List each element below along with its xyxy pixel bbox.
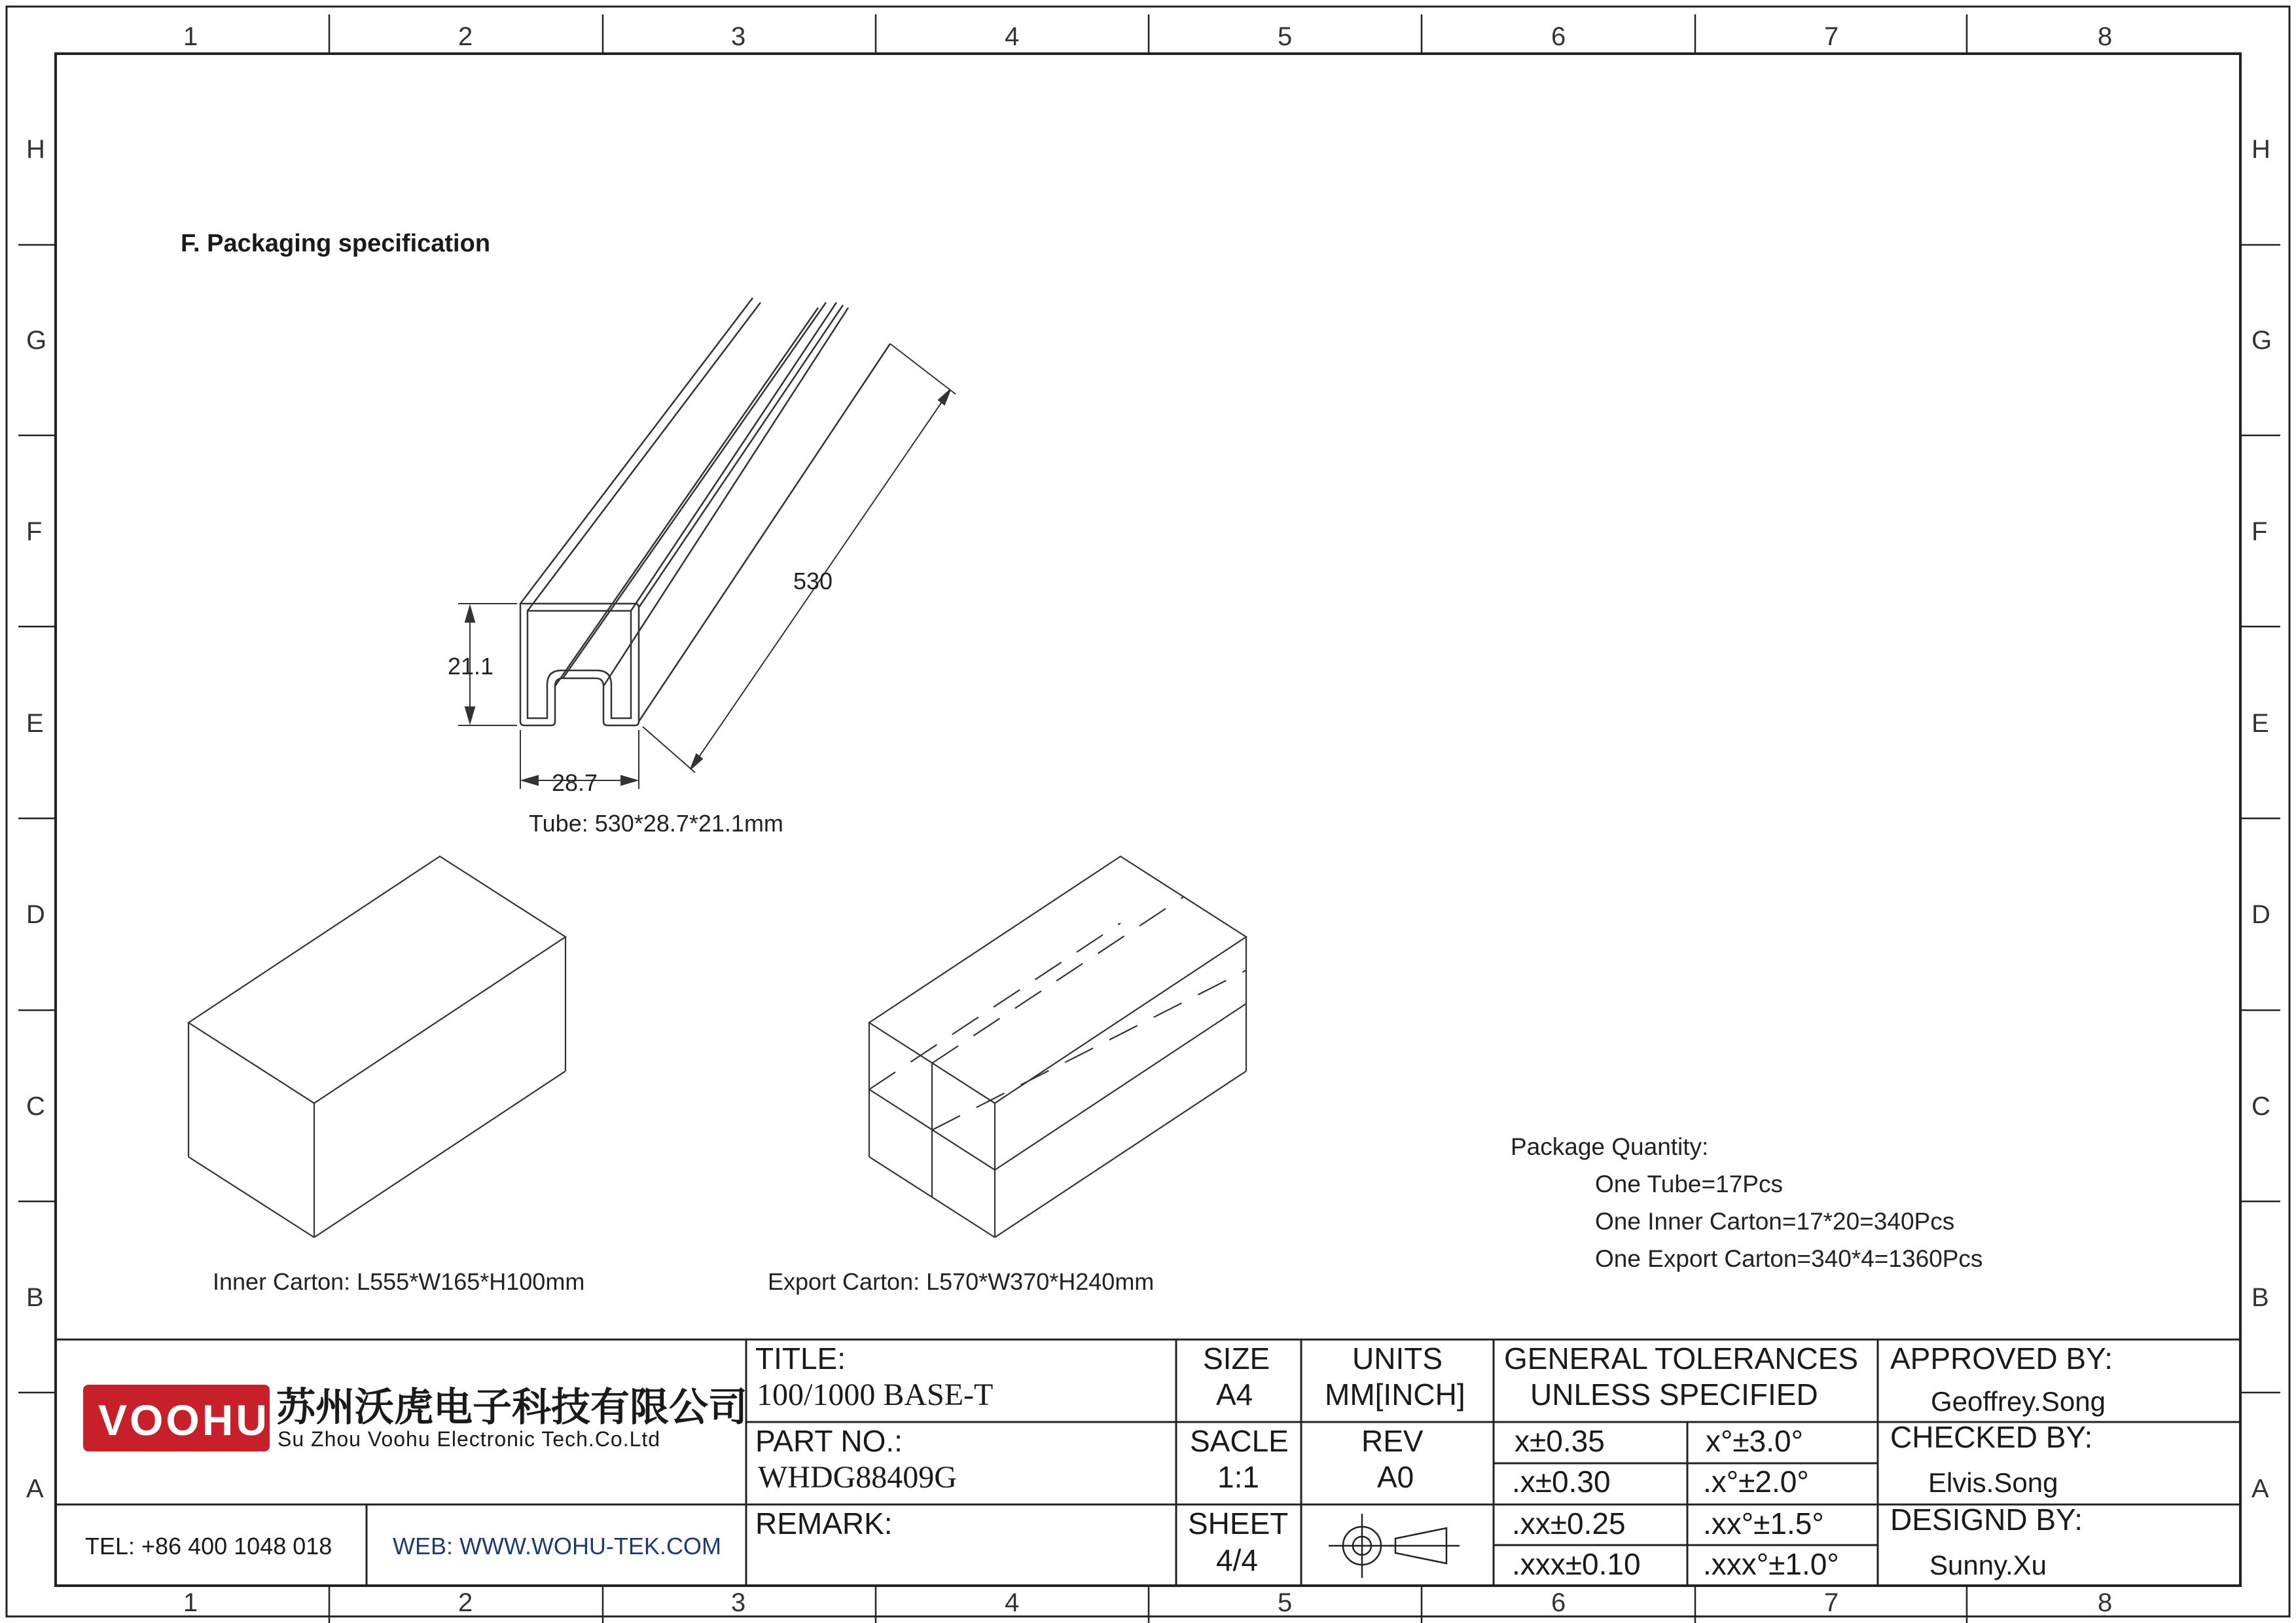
zone-col-4-top: 4 (1005, 22, 1020, 51)
zone-col-4-bottom: 4 (1005, 1588, 1020, 1617)
zone-row-h-right: H (2251, 135, 2270, 164)
zone-col-1-top: 1 (183, 22, 198, 51)
zone-col-2-top: 2 (458, 22, 473, 51)
zone-col-2-bottom: 2 (458, 1588, 473, 1617)
inner-carton-caption: Inner Carton: L555*W165*H100mm (213, 1268, 585, 1295)
tube-dim-width: 28.7 (552, 769, 598, 796)
tube-drawing (520, 298, 890, 725)
design-label: DESIGND BY: (1890, 1503, 2083, 1537)
export-carton-drawing (869, 856, 1246, 1237)
package-quantity-line: One Tube=17Pcs (1595, 1171, 1783, 1197)
tolerance-linear: .xxx±0.10 (1512, 1547, 1641, 1581)
package-quantity-line: One Export Carton=340*4=1360Pcs (1595, 1245, 1983, 1272)
zone-row-a-left: A (26, 1474, 44, 1503)
zone-row-g-right: G (2251, 326, 2272, 355)
title-value: 100/1000 BASE-T (757, 1377, 994, 1412)
part-no-value: WHDG88409G (758, 1460, 957, 1495)
zone-row-b-left: B (26, 1283, 44, 1312)
company-web: WEB: WWW.WOHU-TEK.COM (393, 1533, 721, 1559)
rev-label: REV (1361, 1424, 1424, 1458)
title-block-grid (56, 1340, 2240, 1586)
package-quantity-line: One Inner Carton=17*20=340Pcs (1595, 1208, 1955, 1235)
tolerance-angular: .x°±2.0° (1703, 1465, 1809, 1499)
third-angle-projection-icon (1329, 1514, 1460, 1578)
checked-label: CHECKED BY: (1890, 1420, 2093, 1454)
zone-row-h-left: H (26, 135, 45, 164)
zone-col-6-top: 6 (1551, 22, 1566, 51)
section-title: F. Packaging specification (181, 230, 491, 257)
zone-row-a-right: A (2251, 1474, 2269, 1503)
tolerance-linear: .xx±0.25 (1512, 1506, 1626, 1541)
tolerance-angular: .xx°±1.5° (1703, 1506, 1824, 1541)
zone-row-e-right: E (2251, 709, 2269, 738)
approved-label: APPROVED BY: (1890, 1341, 2113, 1376)
zone-row-d-right: D (2251, 900, 2270, 929)
part-no-label: PART NO.: (755, 1424, 903, 1458)
zone-row-c-left: C (26, 1092, 45, 1121)
logo-text: VOOHU (98, 1396, 270, 1444)
remark-label: REMARK: (755, 1506, 893, 1541)
tolerance-heading: GENERAL TOLERANCES (1504, 1341, 1859, 1376)
design-value: Sunny.Xu (1929, 1550, 2047, 1580)
scale-label: SACLE (1190, 1424, 1289, 1458)
zone-col-5-bottom: 5 (1278, 1588, 1293, 1617)
dimension-lines (458, 344, 956, 789)
tube-dim-length: 530 (793, 568, 833, 594)
title-label: TITLE: (755, 1341, 846, 1376)
size-label: SIZE (1203, 1341, 1270, 1376)
tolerance-angular: .xxx°±1.0° (1703, 1547, 1839, 1581)
tube-dim-height: 21.1 (448, 653, 494, 680)
units-label: UNITS (1352, 1341, 1443, 1376)
tube-caption: Tube: 530*28.7*21.1mm (529, 810, 783, 837)
zone-col-7-bottom: 7 (1824, 1588, 1839, 1617)
zone-col-3-bottom: 3 (731, 1588, 746, 1617)
company-tel: TEL: +86 400 1048 018 (85, 1533, 332, 1559)
export-carton-caption: Export Carton: L570*W370*H240mm (768, 1268, 1155, 1295)
approved-value: Geoffrey.Song (1931, 1386, 2106, 1417)
zone-col-7-top: 7 (1824, 22, 1839, 51)
tolerance-linear: .x±0.30 (1512, 1465, 1611, 1499)
rev-value: A0 (1377, 1460, 1414, 1494)
tolerance-angular: x°±3.0° (1706, 1424, 1803, 1458)
zone-row-c-right: C (2251, 1092, 2270, 1121)
zone-col-1-bottom: 1 (183, 1588, 198, 1617)
zone-row-g-left: G (26, 326, 47, 355)
scale-value: 1:1 (1217, 1460, 1259, 1494)
tolerance-linear: x±0.35 (1515, 1424, 1605, 1458)
sheet-label: SHEET (1188, 1506, 1289, 1541)
zone-col-8-bottom: 8 (2098, 1588, 2113, 1617)
zone-col-3-top: 3 (731, 22, 746, 51)
sheet-value: 4/4 (1216, 1543, 1258, 1577)
zone-col-8-top: 8 (2098, 22, 2113, 51)
zone-row-d-left: D (26, 900, 45, 929)
checked-value: Elvis.Song (1928, 1467, 2058, 1498)
company-name-cn: 苏州沃虎电子科技有限公司 (276, 1385, 747, 1431)
zone-col-6-bottom: 6 (1551, 1588, 1566, 1617)
inner-carton-drawing (188, 856, 565, 1237)
zone-row-f-left: F (26, 517, 43, 546)
zone-row-b-right: B (2251, 1283, 2269, 1312)
zone-row-f-right: F (2251, 517, 2268, 546)
package-quantity-heading: Package Quantity: (1511, 1133, 1709, 1160)
tolerance-subheading: UNLESS SPECIFIED (1530, 1377, 1818, 1412)
zone-row-e-left: E (26, 709, 44, 738)
units-value: MM[INCH] (1325, 1377, 1465, 1412)
company-name-en: Su Zhou Voohu Electronic Tech.Co.Ltd (278, 1427, 661, 1451)
zone-col-5-top: 5 (1278, 22, 1293, 51)
size-value: A4 (1216, 1377, 1253, 1412)
